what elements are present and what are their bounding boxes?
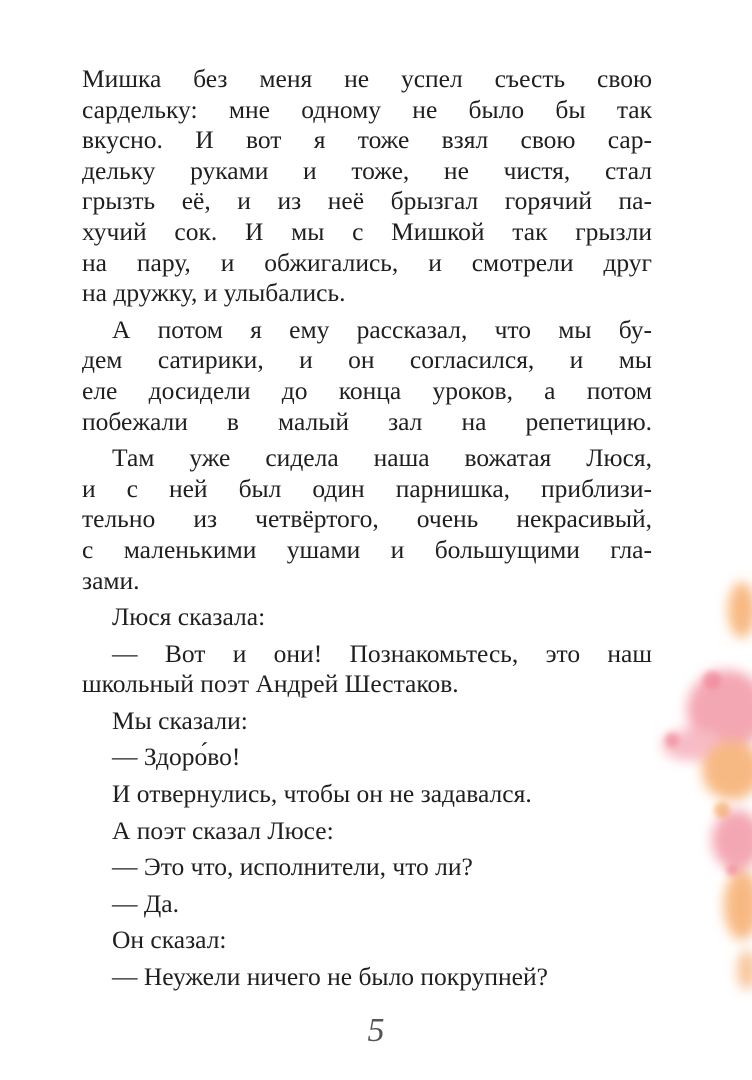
text-line: побежали в малый зал на репетицию. xyxy=(82,406,652,436)
text-line: А поэт сказал Люсе: xyxy=(112,815,334,845)
text-line: — Да. xyxy=(112,888,179,918)
text-line: дельку руками и тоже, не чистя, стал xyxy=(82,155,652,185)
text-line: тельно из четвёртого, очень некрасивый, xyxy=(82,504,652,534)
text-line: А потом я ему рассказал, что мы бу- xyxy=(112,314,652,344)
text-line: на пару, и обжигались, и смотрели друг xyxy=(82,247,652,277)
body-text xyxy=(82,64,652,993)
text-line: сардельку: мне одному не было бы так xyxy=(82,94,652,124)
text-line: Он сказал: xyxy=(112,925,227,955)
text-line: и с ней был один парнишка, приблизи- xyxy=(82,473,652,503)
text-line: с маленькими ушами и большущими гла- xyxy=(82,534,652,564)
text-line: Люся сказала: xyxy=(112,602,266,632)
text-line: вкусно. И вот я тоже взял свою сар- xyxy=(82,125,652,155)
text-line: хучий сок. И мы с Мишкой так грызли xyxy=(82,216,652,246)
text-line: школьный поэт Андрей Шестаков. xyxy=(82,669,459,699)
text-line: — Это что, исполнители, что ли? xyxy=(112,852,473,882)
watercolor-splash xyxy=(632,570,752,1000)
text-line: Там уже сидела наша вожатая Люся, xyxy=(112,443,652,473)
text-line: грызть её, и из неё брызгал горячий па- xyxy=(82,186,652,216)
text-line: еле досидели до конца уроков, а потом xyxy=(82,375,652,405)
text-line: — Неужели ничего не было покрупней? xyxy=(112,962,548,992)
text-line: дем сатирики, и он согласился, и мы xyxy=(82,345,652,375)
page-number: 5 xyxy=(367,1012,385,1049)
text-line: на дружку, и улыбались. xyxy=(82,278,346,308)
text-line: Мишка без меня не успел съесть свою xyxy=(82,64,652,93)
text-line: Мы сказали: xyxy=(112,705,248,735)
text-line: — Вот и они! Познакомьтесь, это наш xyxy=(112,638,652,668)
text-line: — Здоро́во! xyxy=(112,742,241,772)
text-line: И отвернулись, чтобы он не задавался. xyxy=(112,779,532,809)
text-line: зами. xyxy=(82,565,140,595)
